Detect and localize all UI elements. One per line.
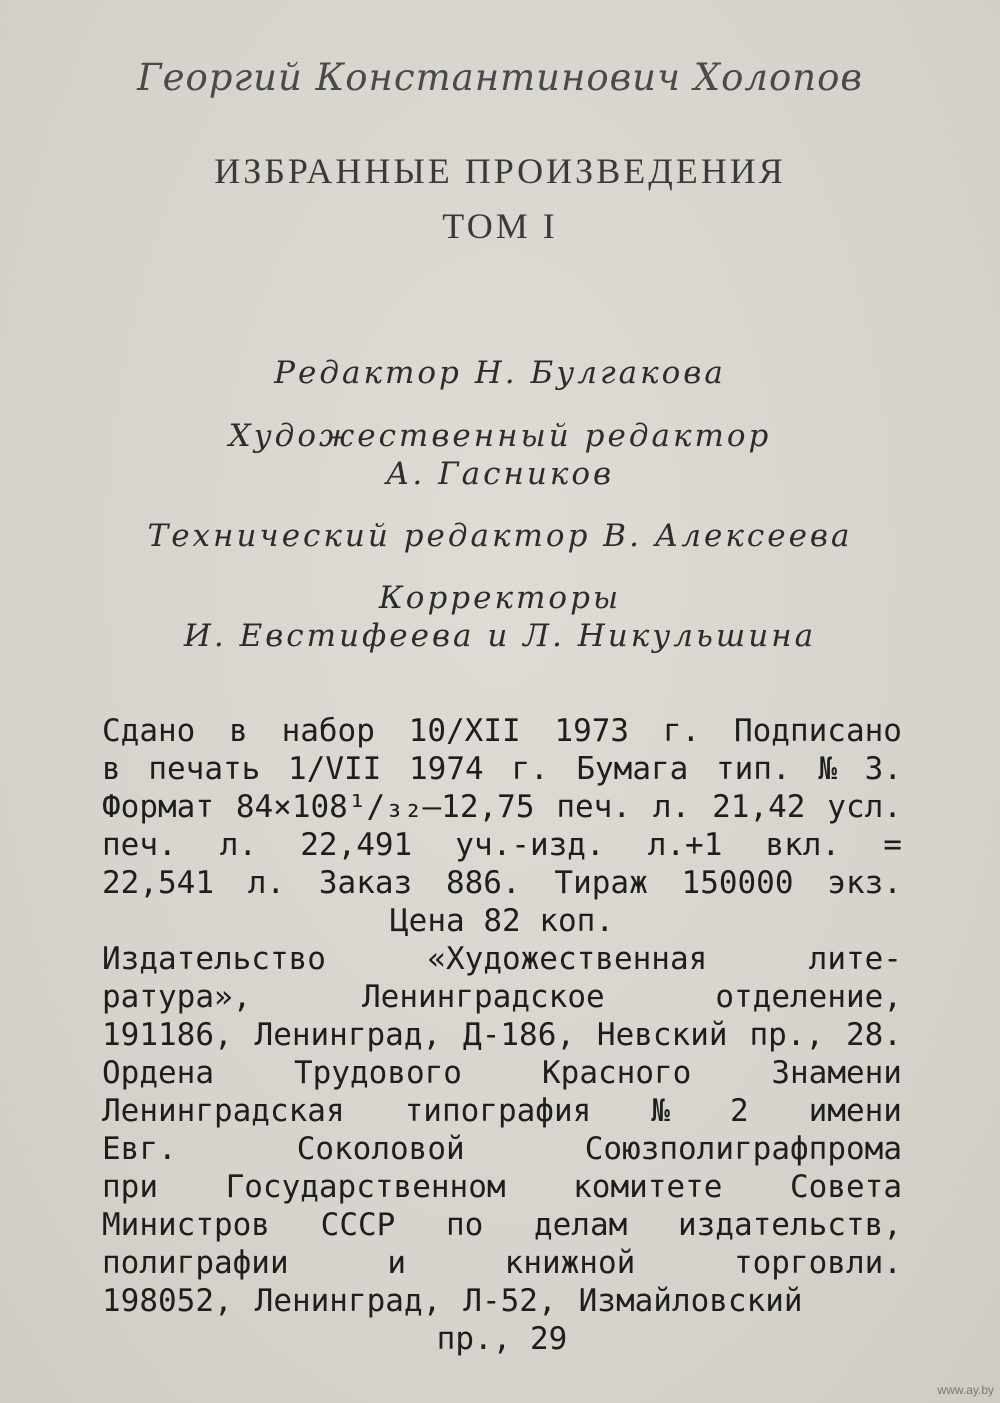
imprint-word: 21,42	[712, 789, 806, 825]
imprint-word: г.	[662, 713, 701, 749]
imprint-word: СССР	[320, 1207, 396, 1243]
imprint-line	[102, 750, 902, 788]
imprint-line	[102, 978, 902, 1016]
imprint-word: лите-	[808, 941, 902, 977]
imprint-word: 198052,	[102, 1283, 233, 1319]
imprint-word: 1/VII	[288, 751, 382, 787]
imprint-word: 84×108¹/₃₂—12,75	[235, 789, 535, 825]
imprint-word: 1974	[409, 751, 484, 787]
imprint-line	[102, 712, 902, 750]
correctors-role: Корректоры	[378, 580, 622, 616]
tech-editor-credit: Технический редактор В. Алексеева	[147, 518, 853, 554]
watermark: www.ay.by	[937, 1383, 994, 1397]
imprint-word: имени	[808, 1093, 902, 1129]
imprint-word: №	[818, 751, 837, 787]
art-editor-role: Художественный редактор	[228, 418, 772, 454]
imprint-word: Евг.	[102, 1131, 177, 1167]
imprint-word: 1973	[554, 713, 630, 749]
imprint-word: л.	[219, 827, 258, 863]
art-editor-name: А. Гасников	[385, 456, 615, 492]
imprint-word: Л-52,	[463, 1283, 557, 1319]
imprint-word: тип.	[715, 751, 791, 787]
imprint-line	[102, 1054, 902, 1092]
imprint-word: Союзполиграфпрома	[584, 1131, 902, 1167]
book-title: ИЗБРАННЫЕ ПРОИЗВЕДЕНИЯ	[214, 151, 786, 191]
imprint-word: Д-186,	[463, 1017, 576, 1053]
imprint-word: Ленинградское	[362, 979, 605, 1015]
imprint-word: 10/XII	[408, 713, 521, 749]
imprint-word: л.	[247, 865, 286, 901]
imprint-word: г.	[511, 751, 549, 787]
imprint-word: 150000	[681, 865, 794, 901]
imprint-block	[102, 712, 902, 1358]
imprint-word: л.+1	[647, 827, 723, 863]
imprint-word: и	[387, 1245, 406, 1281]
imprint-word: Цена 82 коп.	[390, 903, 614, 939]
imprint-line	[102, 864, 902, 902]
imprint-word: усл.	[827, 789, 902, 825]
imprint-line	[102, 826, 902, 864]
imprint-word: в	[229, 713, 248, 749]
imprint-word: Соколовой	[296, 1131, 465, 1167]
imprint-word: Совета	[790, 1169, 902, 1205]
author-name: Георгий Константинович Холопов	[137, 56, 863, 99]
imprint-word: №	[651, 1093, 670, 1129]
imprint-word: делам	[533, 1207, 628, 1243]
imprint-word: Знамени	[771, 1055, 902, 1091]
imprint-word: Подписано	[733, 713, 902, 749]
imprint-word: 28.	[845, 1017, 902, 1053]
imprint-word: Ленинград,	[254, 1283, 442, 1319]
imprint-word: Формат	[102, 789, 214, 825]
imprint-word: 22,491	[300, 827, 413, 863]
imprint-word: 2	[729, 1093, 749, 1129]
imprint-word: издательств,	[677, 1207, 902, 1243]
imprint-word: =	[883, 827, 902, 863]
imprint-word: Издательство	[102, 941, 326, 977]
imprint-line	[102, 1016, 902, 1054]
imprint-line	[102, 788, 902, 826]
imprint-word: 22,541	[102, 865, 214, 901]
imprint-word: Ордена	[102, 1055, 214, 1091]
imprint-line	[102, 1320, 902, 1358]
correctors-names: И. Евстифеева и Л. Никульшина	[183, 618, 817, 654]
imprint-word: Измайловский	[578, 1283, 803, 1319]
imprint-word: вкл.	[765, 827, 841, 863]
editor-credit: Редактор Н. Булгакова	[274, 355, 726, 391]
imprint-word: Красного	[542, 1055, 692, 1091]
imprint-word: Невский	[596, 1017, 728, 1053]
imprint-word: пр., 29	[436, 1321, 568, 1357]
imprint-word: при	[102, 1169, 158, 1205]
imprint-word: Трудового	[294, 1055, 462, 1091]
imprint-line	[102, 1130, 902, 1168]
imprint-line	[102, 1282, 902, 1320]
imprint-word: Министров	[102, 1207, 270, 1243]
imprint-word: типография	[404, 1093, 592, 1129]
imprint-word: печ.	[102, 827, 177, 863]
imprint-word: полиграфии	[102, 1245, 289, 1281]
imprint-word: комитете	[573, 1169, 723, 1205]
imprint-word: Ленинградская	[102, 1093, 345, 1129]
volume-label: ТОМ I	[442, 206, 558, 246]
imprint-word: экз.	[827, 865, 902, 901]
imprint-word: 3.	[864, 751, 902, 787]
imprint-line	[102, 1092, 902, 1130]
imprint-word: уч.-изд.	[455, 827, 605, 863]
imprint-word: по	[445, 1207, 484, 1243]
imprint-word: пр.,	[749, 1017, 825, 1053]
imprint-line	[102, 902, 902, 940]
imprint-word: ратура»,	[102, 979, 252, 1015]
imprint-word: Ленинград,	[254, 1017, 442, 1053]
imprint-line	[102, 1206, 902, 1244]
imprint-word: печать	[148, 751, 261, 787]
imprint-word: набор	[281, 713, 375, 749]
imprint-word: отделение,	[715, 979, 902, 1015]
imprint-word: Государственном	[225, 1169, 506, 1205]
imprint-word: в	[102, 751, 121, 787]
imprint-word: 886.	[445, 865, 521, 901]
imprint-word: Тираж	[554, 865, 648, 901]
imprint-word: «Художественная	[427, 941, 708, 977]
imprint-line	[102, 1244, 902, 1282]
imprint-word: Сдано	[102, 713, 196, 749]
imprint-word: книжной	[504, 1245, 636, 1281]
imprint-word: Заказ	[318, 865, 413, 901]
imprint-word: Бумага	[576, 751, 689, 787]
imprint-word: 191186,	[102, 1017, 233, 1053]
imprint-word: торговли.	[733, 1245, 902, 1281]
imprint-line	[102, 940, 902, 978]
imprint-word: печ.	[556, 789, 632, 825]
imprint-line	[102, 1168, 902, 1206]
imprint-word: л.	[652, 789, 691, 825]
